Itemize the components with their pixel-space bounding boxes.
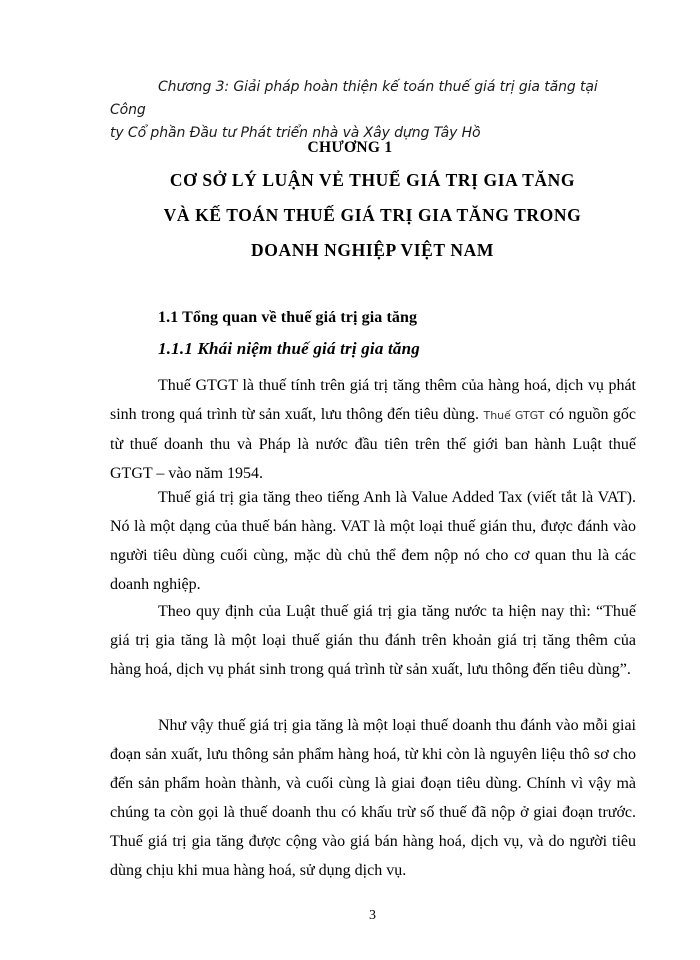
paragraph-1-small-text: Thuế GTGT bbox=[483, 409, 545, 422]
paragraph-1-text-b: có nguồn gốc từ thuế doanh thu và Pháp là nước đầu tiên trên thế giới ban hành Luật thuế GTGT – vào năm 1954. bbox=[110, 406, 636, 482]
running-header-line-2: ty Cổ phần Đầu tư Phát triển nhà và Xây dựng Tây Hồ bbox=[110, 125, 481, 141]
subsection-heading: 1.1.1 Khái niệm thuế giá trị gia tăng bbox=[158, 339, 420, 358]
chapter-number: CHƯƠNG 1 bbox=[307, 139, 393, 156]
running-header-line-1: Chương 3: Giải pháp hoàn thiện kế toán thuế giá trị gia tăng tại Công bbox=[110, 79, 598, 118]
section-heading: 1.1 Tổng quan về thuế giá trị gia tăng bbox=[158, 309, 418, 326]
chapter-title-line-1: CƠ SỞ LÝ LUẬN VẺ THUẾ GIÁ TRỊ GIA TĂNG bbox=[169, 170, 576, 190]
paragraph-4: Như vậy thuế giá trị gia tăng là một loại thuế doanh thu đánh vào mỗi giai đoạn sản xuất, lưu thông sản phẩm hàng hoá, từ khi còn là nguyên liệu thô sơ cho đến sản phẩm hoàn thành, và cuối cùng là giai đoạn tiêu dùng. Chính vì vậy mà chúng ta còn gọi là thuế doanh thu có khấu trừ số thuế đã nộp ở giai đoạn trước. Thuế giá trị gia tăng được cộng vào giá bán hàng hoá, dịch vụ, và do người tiêu dùng chịu khi mua hàng hoá, sử dụng dịch vụ. bbox=[110, 717, 636, 879]
paragraph-1-text-a: Thuế GTGT là thuế tính trên giá trị tăng thêm của hàng hoá, dịch vụ phát sinh trong quá trình từ sản xuất, lưu thông đến tiêu dùng. bbox=[110, 377, 636, 423]
paragraph-1 bbox=[110, 371, 636, 488]
chapter-title-line-3: DOANH NGHIỆP VIỆT NAM bbox=[251, 240, 494, 260]
running-header bbox=[110, 76, 635, 145]
chapter-title-line-2: VÀ KẾ TOÁN THUẾ GIÁ TRỊ GIA TĂNG TRONG bbox=[163, 205, 582, 225]
paragraph-2: Thuế giá trị gia tăng theo tiếng Anh là Value Added Tax (viết tắt là VAT). Nó là một dạng của thuế bán hàng. VAT là một loại thuế gián thu, được đánh vào người tiêu dùng cuối cùng, mặc dù chủ thể đem nộp nó cho cơ quan thu là các doanh nghiệp. bbox=[110, 489, 636, 593]
paragraph-3: Theo quy định của Luật thuế giá trị gia tăng nước ta hiện nay thì: “Thuế giá trị gia tăng là một loại thuế gián thu đánh trên khoản giá trị tăng thêm của hàng hoá, dịch vụ phát sinh trong quá trình từ sản xuất, lưu thông đến tiêu dùng”. bbox=[110, 603, 636, 678]
page-number: 3 bbox=[369, 908, 376, 923]
